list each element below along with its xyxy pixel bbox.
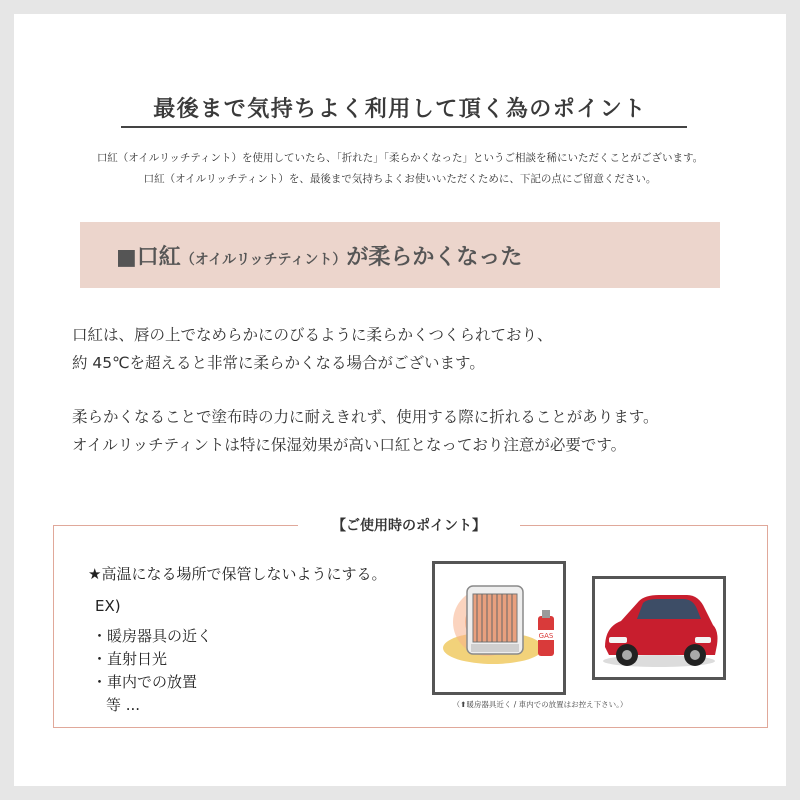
tips-etc: 等 ... [106,696,141,714]
body-p2-line2: オイルリッチティントは特に保湿効果が高い口紅となっており注意が必要です。 [72,436,627,454]
photo-caption: （⬆暖房器具近く / 車内での放置はお控え下さい。） [452,700,628,709]
tips-box-top-left [53,525,298,526]
intro-line-2: 口紅（オイルリッチティント）を、最後まで気持ちよくお使いいただくために、下記の点にご留意ください。 [143,173,657,185]
tips-main: ★高温になる場所で保管しないようにする。 [88,565,387,583]
intro-line-1: 口紅（オイルリッチティント）を使用していたら、「折れた」「柔らかくなった」というご相談を稀にいただくことがございます。 [96,152,704,164]
section-heading-suffix: が柔らかくなった [346,245,523,270]
body-p1-line2: 約 45℃を超えると非常に柔らかくなる場合がございます。 [72,354,485,372]
tips-title: 【ご使用時のポイント】 [332,518,486,534]
page-title: 最後まで気持ちよく利用して頂く為のポイント [153,97,647,122]
tips-item-car: ・車内での放置 [92,673,198,691]
tips-item-heater: ・暖房器具の近く [92,627,213,645]
section-heading-prefix: ■口紅 [116,245,181,270]
body-p1-line1: 口紅は、唇の上でなめらかにのびるように柔らかくつくられており、 [72,326,553,344]
body-p2-line1: 柔らかくなることで塗布時の力に耐えきれず、使用する際に折れることがあります。 [72,408,659,426]
red-car-icon [595,579,723,677]
section-heading [116,240,522,271]
gas-canister-icon [538,610,554,656]
tips-box-top-right [520,525,767,526]
title-underline [121,126,687,128]
tips-item-sunlight: ・直射日光 [92,650,168,668]
heater-photo [432,561,566,695]
heater-icon [435,564,563,692]
gas-label: GAS [538,632,554,640]
tips-ex: EX) [95,597,121,615]
car-photo [592,576,726,680]
section-heading-sub: （オイルリッチティント） [180,252,347,268]
